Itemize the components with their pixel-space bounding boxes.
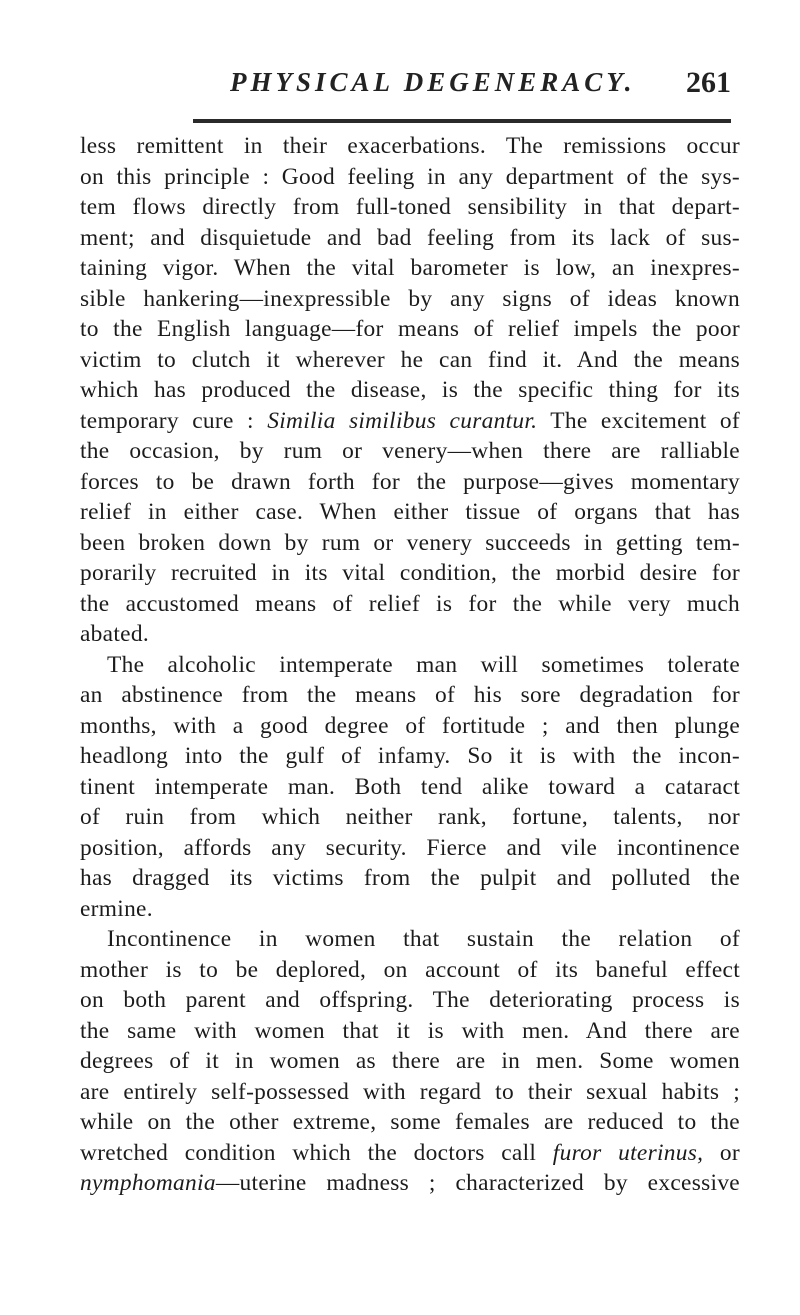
text-line: less remittent in their exacerbations. The remissions occur (80, 133, 740, 159)
term-italic: nymphomania (80, 1170, 216, 1196)
latin-phrase: Similia similibus curantur. (267, 407, 538, 434)
text-line: an abstinence from the means of his sore degradation for (80, 682, 740, 708)
header-rule (193, 119, 731, 123)
text-line: position, affords any security. Fierce and vile incontinence (80, 834, 740, 861)
text-line: has dragged its victims from the pulpit and polluted the (80, 865, 740, 891)
running-head: PHYSICAL DEGENERACY. (230, 67, 636, 97)
text-line: abated. (80, 621, 149, 647)
text-line: the occasion, by rum or venery—when there are ralliable (80, 438, 740, 464)
text-line: tem flows directly from full-toned sensibility in that depart- (80, 194, 740, 220)
text-line: been broken down by rum or venery succeeds in getting tem- (80, 529, 740, 556)
text-line: are entirely self-possessed with regard to their sexual habits ; (80, 1078, 740, 1105)
text-line: the same with women that it is with men. And there are (80, 1017, 740, 1044)
text-line: forces to be drawn forth for the purpose—gives momentary (80, 468, 740, 495)
text-line: sible hankering—inexpressible by any signs of ideas known (80, 285, 740, 312)
text-line: relief in either case. When either tissue of organs that has (80, 499, 740, 525)
page-number: 261 (686, 66, 731, 99)
text-line: degrees of it in women as there are in men. Some women (80, 1048, 740, 1074)
text-line: tinent intemperate man. Both tend alike toward a cataract (80, 773, 740, 800)
text-line: victim to clutch it wherever he can find it. And the means (80, 346, 740, 373)
text-line: which has produced the disease, is the specific thing for its (80, 377, 740, 403)
paragraph-start: Incontinence in women that sustain the relation of (107, 926, 740, 952)
text-line: of ruin from which neither rank, fortune, talents, nor (80, 804, 740, 830)
text-line: while on the other extreme, some females are reduced to the (80, 1109, 740, 1135)
text-line: temporary cure : Similia similibus curantur. The excitement of (80, 407, 741, 434)
text-line: headlong into the gulf of infamy. So it is with the incon- (80, 743, 740, 769)
text-line: porarily recruited in its vital condition, the morbid desire for (80, 560, 740, 586)
text-line: ment; and disquietude and bad feeling from its lack of sus- (80, 224, 740, 251)
text-line: nymphomania—uterine madness ; characterized by excessive (80, 1170, 740, 1196)
text-line: wretched condition which the doctors call furor uterinus, or (80, 1139, 741, 1166)
latin-phrase: furor uterinus, (552, 1139, 704, 1166)
text-line: ermine. (80, 895, 153, 922)
text-line: on this principle : Good feeling in any department of the sys- (80, 163, 740, 190)
text-line: the accustomed means of relief is for the while very much (80, 590, 740, 617)
paragraph-start: The alcoholic intemperate man will sometimes tolerate (107, 651, 740, 678)
text-line: on both parent and offspring. The deteriorating process is (80, 987, 740, 1013)
text-line: taining vigor. When the vital barometer is low, an inexpres- (80, 255, 740, 281)
text-line: to the English language—for means of relief impels the poor (80, 316, 740, 342)
text-line: months, with a good degree of fortitude ; and then plunge (80, 712, 740, 739)
text-line: mother is to be deplored, on account of its baneful effect (80, 956, 740, 983)
body-text (80, 131, 740, 1199)
